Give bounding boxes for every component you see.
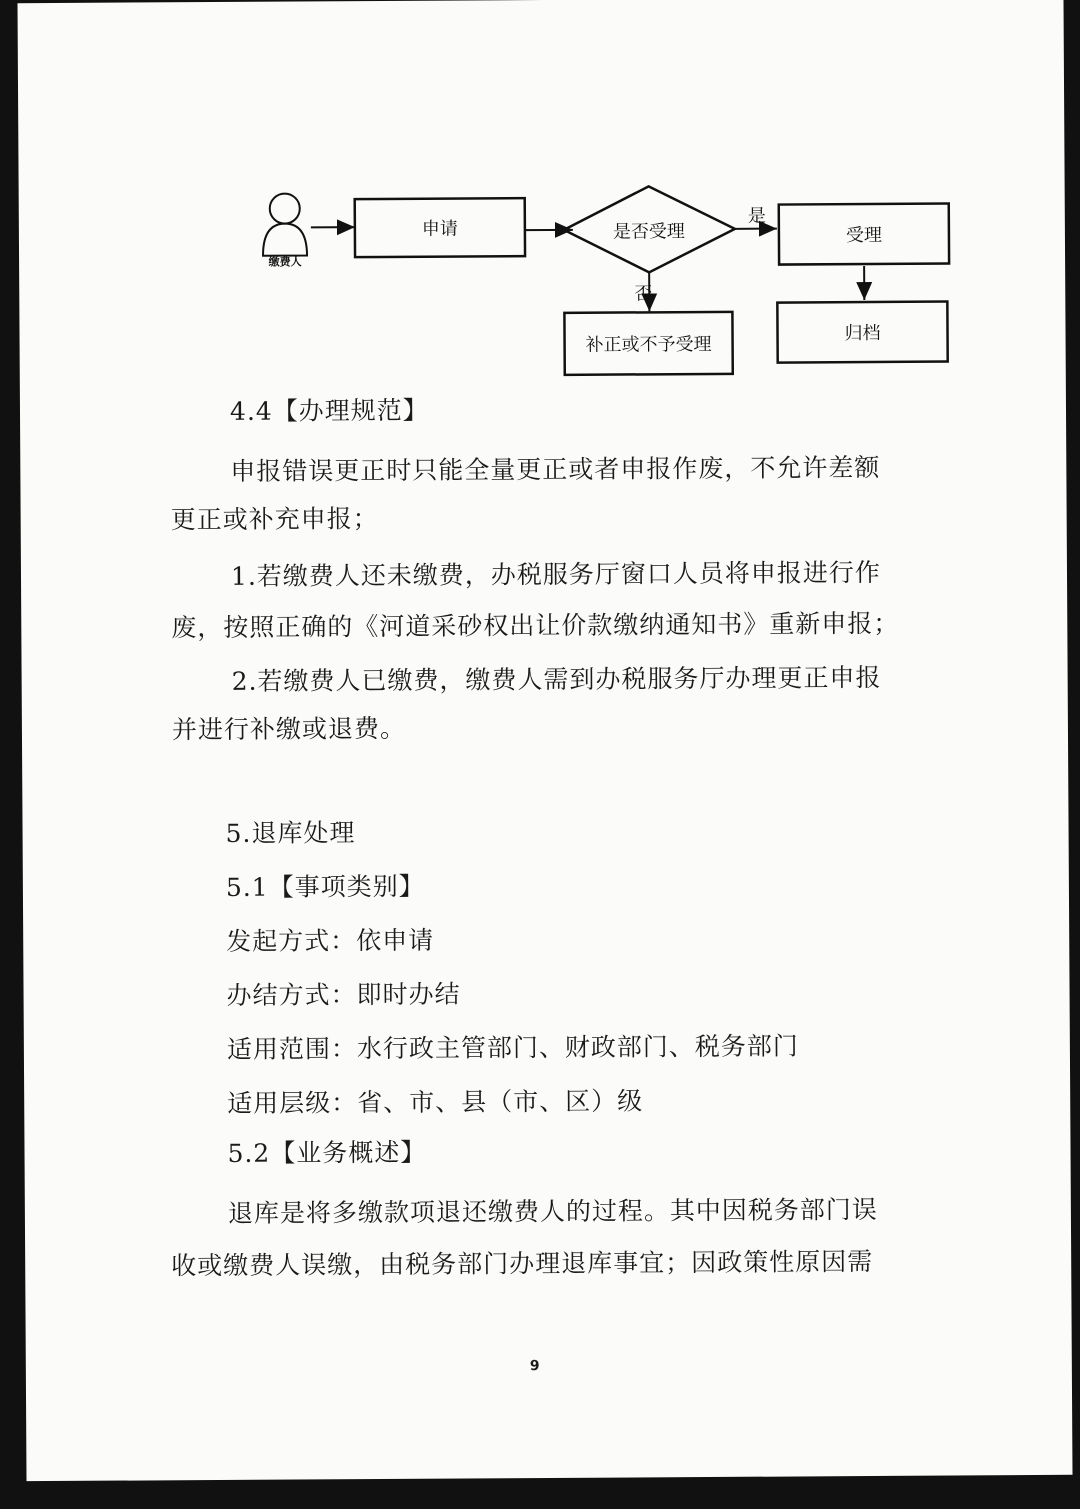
paragraph-line: 更正或补充申报； bbox=[170, 504, 379, 535]
actor-label: 缴费人 bbox=[268, 255, 302, 269]
paragraph-line: 申报错误更正时只能全量更正或者申报作废，不允许差额 bbox=[230, 452, 881, 486]
flowchart bbox=[17, 0, 1065, 393]
section-5-heading: 5.退库处理 bbox=[225, 818, 356, 848]
reject-label: 补正或不予受理 bbox=[585, 333, 712, 356]
paragraph-line: 1.若缴费人还未缴费，办税服务厅窗口人员将申报进行作 bbox=[230, 557, 881, 591]
yes-label: 是 bbox=[747, 205, 766, 227]
category-line: 适用范围：水行政主管部门、财政部门、税务部门 bbox=[226, 1031, 799, 1064]
no-label: 否 bbox=[634, 283, 653, 305]
paragraph-line: 收或缴费人误缴，由税务部门办理退库事宜；因政策性原因需 bbox=[171, 1247, 874, 1281]
paragraph-line: 并进行补缴或退费。 bbox=[171, 713, 407, 745]
section-4-4-heading: 4.4【办理规范】 bbox=[229, 395, 429, 426]
paragraph-line: 废，按照正确的《河道采砂权出让价款缴纳通知书》重新申报； bbox=[171, 608, 900, 643]
paragraph-line: 退库是将多缴款项退还缴费人的过程。其中因税务部门误 bbox=[227, 1194, 878, 1228]
archive-label: 归档 bbox=[844, 322, 881, 345]
section-5-1-heading: 5.1【事项类别】 bbox=[225, 871, 425, 902]
section-5-2-heading: 5.2【业务概述】 bbox=[227, 1137, 427, 1168]
category-line: 适用层级：省、市、县（市、区）级 bbox=[227, 1086, 644, 1118]
category-line: 办结方式：即时办结 bbox=[226, 979, 461, 1010]
document-page bbox=[17, 0, 1072, 1481]
category-line: 发起方式：依申请 bbox=[226, 925, 435, 956]
apply-label: 申请 bbox=[421, 218, 458, 240]
flowchart-shapes bbox=[17, 0, 1065, 393]
decision-label: 是否受理 bbox=[612, 221, 685, 243]
paragraph-line: 2.若缴费人已缴费，缴费人需到办税服务厅办理更正申报 bbox=[231, 662, 882, 696]
person-icon bbox=[263, 193, 307, 255]
accept-label: 受理 bbox=[845, 224, 882, 247]
page-number: 9 bbox=[529, 1358, 540, 1375]
